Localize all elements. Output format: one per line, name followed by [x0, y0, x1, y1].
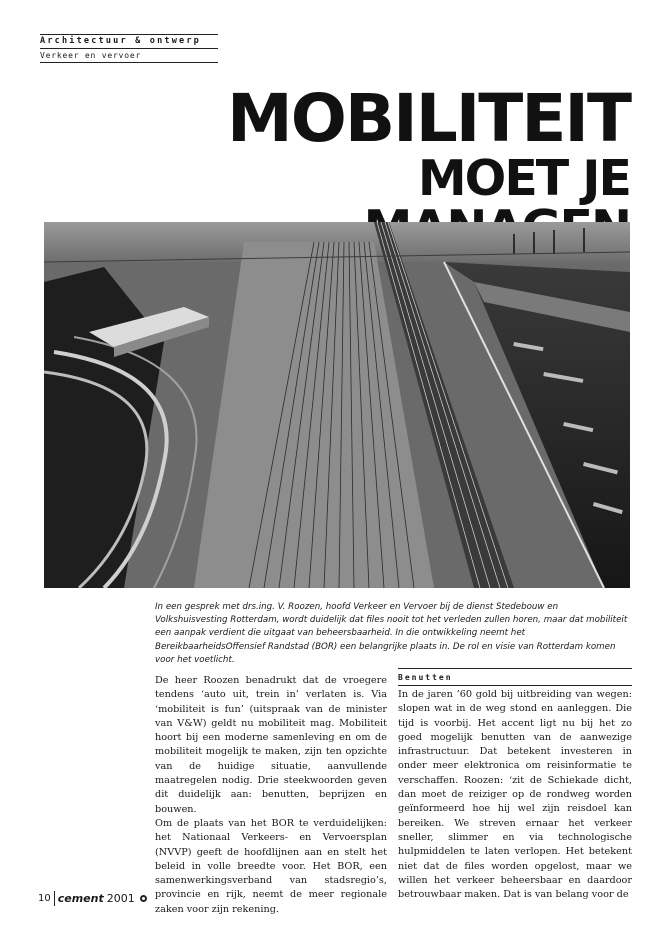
column2-heading-rule: [398, 668, 632, 669]
headline-line-1: MOBILITEIT: [227, 80, 630, 157]
section-subtitle: Verkeer en vervoer: [40, 51, 142, 60]
column2-heading-rule-bottom: [398, 685, 632, 686]
article-column-2: [398, 668, 632, 902]
page-number: 10: [38, 891, 55, 906]
magazine-logo-icon: [140, 895, 147, 902]
photo-caption: In een gesprek met drs.ing. V. Roozen, hoofd Verkeer en Vervoer bij de dienst Stedebouw en Volkshuisvesting Rotterdam, wordt duidelijk dat files nooit tot het verleden zullen horen, maar dat mobiliteit een aanpak verdient die uitgaat van beheersbaarheid. In die ontwikkeling neemt het BereikbaarheidsOffensief Randstad (BOR) een belangrijke plaats in. De rol en visie van Rotterdam komen voor het voetlicht.: [155, 602, 628, 665]
column1-paragraph-1: De heer Roozen benadrukt dat de vroegere tendens ‘auto uit, trein in’ verlaten is. Via ‘mobiliteit is fun’ (uitspraak van de minister van V&W) geldt nu mobiliteit mag. Mobiliteit hoort bij een moderne samenleving en om de mobiliteit mogelijk te maken, zijn ten opzichte van de huidige situatie, aanvullende maatregelen nodig. Drie steekwoorden geven dit duidelijk aan: benutten, beprijzen en bouwen.: [155, 675, 387, 815]
section-header: [40, 34, 218, 63]
page-footer: [38, 891, 147, 906]
column2-heading: Benutten: [398, 673, 453, 682]
column1-paragraph-2: Om de plaats van het BOR te verduidelijken: het Nationaal Verkeers- en Vervoersplan (NVVP) geeft de hoofdlijnen aan en stelt het beleid in volle breedte voor. Het BOR, een samenwerkingsverband van stadsregio’s, provincie en rijk, neemt de meer regionale zaken voor zijn rekening.: [155, 817, 387, 915]
section-rule-bottom: [40, 62, 218, 63]
column2-paragraph-1: In de jaren ’60 gold bij uitbreiding van wegen: slopen wat in de weg stond en aanleggen. Die tijd is voorbij. Het accent ligt nu bij het zo goed mogelijk benutten van de aanwezige infrastructuur. Dat betekent investeren in onder meer elektronica om reisinformatie te verschaffen. Roozen: ‘zit de Schiekade dicht, dan moet de reiziger op de rondweg worden geïnformeerd hoe hij wel zijn reisdoel kan bereiken. We streven ernaar het verkeer sneller, slimmer en via technologische hulpmiddelen te laten verlopen. Het betekent niet dat de files worden opgelost, maar we willen het verkeer beheersbaar en daardoor betrouwbaar maken. Dat is van belang voor de: [398, 689, 632, 901]
section-title: Architectuur & ontwerp: [40, 36, 201, 46]
magazine-name: cement: [57, 892, 104, 905]
aerial-photo-illustration: [44, 222, 630, 588]
aerial-photo-rail-yard: [44, 222, 630, 588]
headline-line-2: MOET JE: [417, 150, 630, 207]
magazine-year: 2001: [106, 892, 135, 905]
article-column-1: [155, 674, 387, 917]
